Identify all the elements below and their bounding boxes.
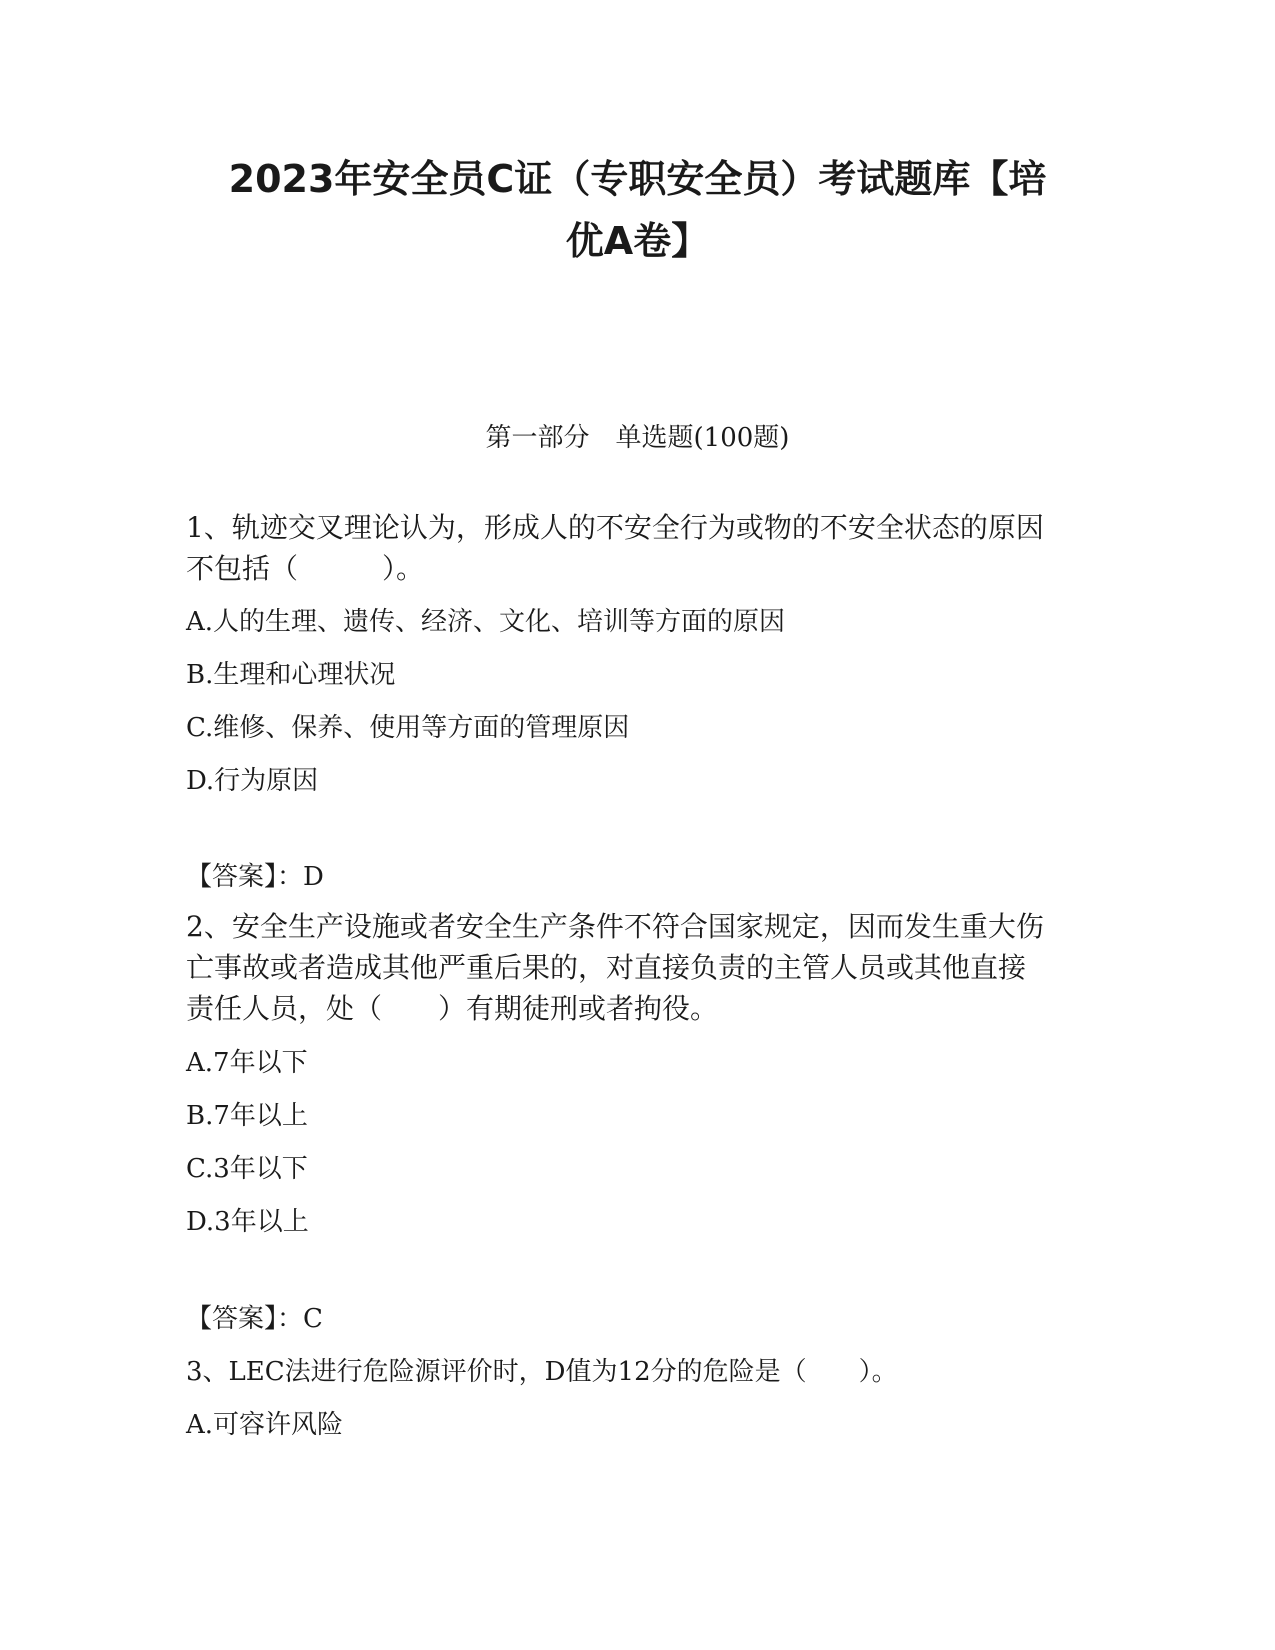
section-heading: 第一部分 单选题(100题) <box>485 423 790 453</box>
document-title-line-1: 2023年安全员C证（专职安全员）考试题库【培 <box>228 157 1047 201</box>
option-b: B.生理和心理状况 <box>186 660 396 690</box>
question-stem-line: 3、LEC法进行危险源评价时，D值为12分的危险是（ ）。 <box>186 1357 898 1387</box>
answer-line: 【答案】：D <box>186 862 324 892</box>
answer-line: 【答案】：C <box>186 1304 323 1334</box>
question-stem-line: 2、安全生产设施或者安全生产条件不符合国家规定，因而发生重大伤 <box>186 910 1044 943</box>
question-stem-line: 1、轨迹交叉理论认为，形成人的不安全行为或物的不安全状态的原因 <box>186 511 1044 544</box>
question-stem-line: 不包括（ ）。 <box>186 552 425 585</box>
document-title-line-2: 优A卷】 <box>565 219 710 263</box>
option-d: D.行为原因 <box>186 766 319 796</box>
option-a: A.可容许风险 <box>186 1410 344 1440</box>
question-stem-line: 责任人员，处（ ）有期徒刑或者拘役。 <box>186 992 719 1025</box>
option-d: D.3年以上 <box>186 1207 309 1237</box>
option-c: C.3年以下 <box>186 1154 308 1184</box>
option-a: A.7年以下 <box>186 1048 308 1078</box>
option-b: B.7年以上 <box>186 1101 308 1131</box>
option-c: C.维修、保养、使用等方面的管理原因 <box>186 713 630 743</box>
option-a: A.人的生理、遗传、经济、文化、培训等方面的原因 <box>186 607 786 637</box>
question-stem-line: 亡事故或者造成其他严重后果的，对直接负责的主管人员或其他直接 <box>186 951 1027 984</box>
